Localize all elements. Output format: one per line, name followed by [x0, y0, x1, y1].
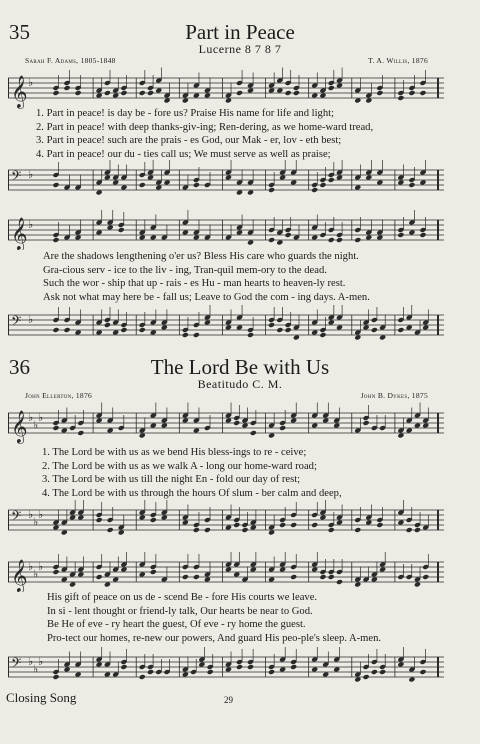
note-head	[112, 180, 119, 186]
lyric-line: Be He of eve - ry heart the guest, Of eve - ry home the guest.	[47, 619, 306, 631]
note-head	[419, 669, 426, 675]
note-head	[182, 574, 189, 580]
hymn-title: Part in Peace	[185, 20, 295, 44]
note-head	[52, 182, 59, 188]
note-head	[397, 520, 404, 526]
note-head	[354, 185, 361, 191]
music-credit: John B. Dykes, 1875	[360, 391, 428, 400]
hymn-title: The Lord Be with Us	[150, 355, 330, 379]
note-head	[147, 669, 154, 675]
note-head	[204, 577, 211, 583]
note-head	[147, 90, 154, 96]
note-head	[150, 235, 157, 241]
note-head	[268, 669, 275, 675]
note-head	[414, 423, 421, 429]
note-head	[408, 230, 415, 236]
note-head	[293, 335, 300, 341]
note-head	[118, 227, 125, 233]
flat-icon: ♭	[28, 169, 34, 181]
note-head	[247, 332, 254, 338]
note-head	[336, 237, 343, 243]
note-head	[193, 182, 200, 188]
note-head	[104, 582, 111, 588]
note-head	[161, 515, 168, 521]
note-head	[236, 325, 243, 331]
note-head	[96, 93, 103, 99]
note-head	[363, 674, 370, 680]
flat-icon: ♭	[28, 561, 34, 573]
flat-icon: ♭	[28, 412, 34, 424]
note-head	[311, 330, 318, 336]
note-head	[279, 175, 286, 181]
note-head	[104, 322, 111, 328]
note-head	[279, 522, 286, 528]
note-head	[204, 320, 211, 326]
note-head	[77, 430, 84, 436]
note-head	[276, 327, 283, 333]
note-head	[120, 327, 127, 333]
music-credit: T. A. Willis, 1876	[368, 56, 428, 65]
note-head	[112, 93, 119, 99]
note-head	[182, 672, 189, 678]
note-head	[61, 530, 68, 536]
note-head	[96, 330, 103, 336]
treble-staff	[8, 210, 444, 250]
note-head	[193, 93, 200, 99]
note-head	[182, 98, 189, 104]
treble-clef-icon: 𝄞	[11, 217, 28, 250]
note-head	[107, 428, 114, 434]
note-head	[233, 572, 240, 578]
note-head	[63, 85, 70, 91]
note-head	[155, 185, 162, 191]
note-head	[104, 672, 111, 678]
note-head	[276, 88, 283, 94]
note-head	[322, 418, 329, 424]
note-head	[225, 98, 232, 104]
flat-icon: ♭	[38, 412, 44, 424]
note-head	[268, 322, 275, 328]
note-head	[96, 662, 103, 668]
note-head	[236, 230, 243, 236]
note-head	[376, 235, 383, 241]
note-head	[161, 423, 168, 429]
treble-clef-icon: 𝄞	[11, 410, 28, 443]
flat-icon: ♭	[28, 219, 34, 231]
note-head	[69, 582, 76, 588]
note-head	[371, 669, 378, 675]
note-head	[96, 517, 103, 523]
note-head	[52, 327, 59, 333]
note-head	[204, 527, 211, 533]
note-head	[363, 420, 370, 426]
note-head	[104, 175, 111, 181]
note-head	[225, 418, 232, 424]
note-head	[164, 180, 171, 186]
note-head	[250, 430, 257, 436]
note-head	[336, 175, 343, 181]
verse-lyrics	[47, 591, 381, 646]
note-head	[336, 325, 343, 331]
note-head	[354, 527, 361, 533]
note-head	[75, 330, 82, 336]
note-head	[276, 240, 283, 246]
note-head	[279, 425, 286, 431]
note-head	[268, 433, 275, 439]
note-head	[77, 572, 84, 578]
note-head	[379, 335, 386, 341]
note-head	[52, 569, 59, 575]
note-head	[328, 237, 335, 243]
note-head	[52, 425, 59, 431]
note-head	[268, 530, 275, 536]
note-head	[193, 332, 200, 338]
note-head	[290, 418, 297, 424]
note-head	[422, 325, 429, 331]
hymn-number: 35	[9, 20, 30, 44]
note-head	[120, 185, 127, 191]
lyric-line: 1. Part in peace! is day be - fore us? Praise His name for life and light;	[36, 108, 335, 119]
note-head	[52, 674, 59, 680]
note-head	[408, 90, 415, 96]
note-head	[233, 522, 240, 528]
verse-lyrics	[42, 446, 342, 501]
note-head	[365, 235, 372, 241]
flat-icon: ♭	[28, 314, 34, 326]
note-head	[118, 530, 125, 536]
note-head	[333, 423, 340, 429]
note-head	[268, 577, 275, 583]
note-head	[225, 525, 232, 531]
note-head	[193, 235, 200, 241]
note-head	[96, 190, 103, 196]
note-head	[139, 433, 146, 439]
note-head	[182, 520, 189, 526]
note-head	[193, 527, 200, 533]
note-head	[328, 527, 335, 533]
note-head	[96, 230, 103, 236]
note-head	[311, 423, 318, 429]
note-head	[139, 235, 146, 241]
note-head	[319, 515, 326, 521]
note-head	[365, 175, 372, 181]
note-head	[336, 520, 343, 526]
note-head	[371, 327, 378, 333]
tune-name: Beatitudo C. M.	[197, 377, 283, 391]
lyric-line: His gift of peace on us de - scend Be - fore His courts we leave.	[47, 592, 318, 603]
note-head	[112, 577, 119, 583]
note-head	[319, 93, 326, 99]
note-head	[120, 90, 127, 96]
treble-staff	[8, 66, 444, 110]
note-head	[311, 93, 318, 99]
note-head	[268, 237, 275, 243]
note-head	[120, 567, 127, 573]
lyric-line: 3. The Lord be with us till the night En - fold our day of rest;	[42, 474, 301, 486]
note-head	[419, 232, 426, 238]
note-head	[193, 574, 200, 580]
note-head	[61, 428, 68, 434]
note-head	[207, 669, 214, 675]
note-head	[112, 330, 119, 336]
lyric-line: In si - lent thought or friend-ly talk, Our hearts be near to God.	[47, 605, 313, 617]
note-head	[279, 567, 286, 573]
note-head	[328, 85, 335, 91]
note-head	[61, 577, 68, 583]
note-head	[182, 418, 189, 424]
note-head	[139, 515, 146, 521]
note-head	[354, 98, 361, 104]
note-head	[319, 332, 326, 338]
note-head	[319, 182, 326, 188]
lyric-line: Are the shadows lengthening o'er us? Bless His care who guards the night.	[43, 251, 359, 262]
note-head	[147, 175, 154, 181]
flat-icon: ♭	[28, 656, 34, 668]
note-head	[397, 327, 404, 333]
note-head	[285, 232, 292, 238]
lyric-line: Such the wor - ship that up - rais - es Hu - man hearts to heaven-ly rest.	[43, 278, 346, 290]
note-head	[96, 418, 103, 424]
treble-staff	[8, 401, 444, 445]
lyric-line: 2. The Lord be with us as we walk A - long our home-ward road;	[42, 460, 317, 472]
bass-clef-icon: 𝄢	[11, 655, 22, 674]
note-head	[193, 428, 200, 434]
note-head	[247, 88, 254, 94]
flat-icon: ♭	[33, 419, 39, 432]
note-head	[150, 423, 157, 429]
lyric-line: Pro-tect our homes, re-new our powers, And guard His peo-ple's sleep. A-men.	[47, 633, 382, 645]
note-head	[397, 95, 404, 101]
note-head	[422, 423, 429, 429]
note-head	[77, 515, 84, 521]
flat-icon: ♭	[38, 561, 44, 573]
note-head	[311, 567, 318, 573]
page-number: 29	[224, 695, 233, 705]
note-head	[63, 327, 70, 333]
lyric-line: 3. Part in peace! such are the prais - es God, our Mak - er, lov - eth best;	[36, 135, 342, 147]
note-head	[290, 664, 297, 670]
note-head	[225, 175, 232, 181]
lyric-line: 2. Part in peace! with deep thanks-giv-ing; Ren-dering, as we home-ward tread,	[36, 121, 374, 133]
flat-icon: ♭	[38, 656, 44, 668]
note-head	[379, 567, 386, 573]
note-head	[52, 237, 59, 243]
note-head	[397, 433, 404, 439]
lyric-line: Gra-cious serv - ice to the liv - ing, Tran-quil mem-ory to the dead.	[43, 264, 327, 276]
note-head	[182, 230, 189, 236]
note-head	[328, 574, 335, 580]
note-head	[75, 90, 82, 96]
note-head	[75, 235, 82, 241]
note-head	[198, 662, 205, 668]
note-head	[414, 527, 421, 533]
note-head	[225, 567, 232, 573]
section-label: Closing Song	[6, 690, 77, 705]
note-head	[290, 574, 297, 580]
hymn-number: 36	[9, 355, 30, 379]
note-head	[161, 325, 168, 331]
note-head	[408, 182, 415, 188]
note-head	[419, 90, 426, 96]
note-head	[354, 237, 361, 243]
lyric-line: 1. The Lord be with us as we bend His bless-ings to re - ceive;	[42, 447, 307, 458]
note-head	[322, 672, 329, 678]
note-head	[150, 330, 157, 336]
bass-clef-icon: 𝄢	[11, 508, 22, 527]
note-head	[250, 525, 257, 531]
note-head	[236, 90, 243, 96]
verse-lyrics	[43, 250, 370, 305]
note-head	[279, 667, 286, 673]
note-head	[182, 332, 189, 338]
note-head	[328, 320, 335, 326]
note-head	[107, 225, 114, 231]
note-head	[354, 582, 361, 588]
note-head	[225, 325, 232, 331]
note-head	[379, 669, 386, 675]
note-head	[139, 182, 146, 188]
flat-icon: ♭	[28, 77, 34, 89]
note-head	[336, 579, 343, 585]
note-head	[247, 190, 254, 196]
lyric-line: Ask not what may here be - fall us; Leave to God the com - ing days. A-men.	[43, 292, 370, 304]
note-head	[376, 180, 383, 186]
note-head	[150, 517, 157, 523]
bass-staff	[8, 500, 444, 540]
note-head	[104, 90, 111, 96]
note-head	[107, 527, 114, 533]
note-head	[406, 527, 413, 533]
note-head	[365, 98, 372, 104]
note-head	[236, 190, 243, 196]
note-head	[63, 667, 70, 673]
note-head	[397, 232, 404, 238]
treble-clef-icon: 𝄞	[11, 75, 28, 108]
lyric-line: 4. The Lord be with us through the hours Of slum - ber calm and deep,	[42, 488, 342, 500]
note-head	[311, 522, 318, 528]
note-head	[311, 667, 318, 673]
bass-clef-icon: 𝄢	[11, 313, 22, 332]
treble-clef-icon: 𝄞	[11, 559, 28, 592]
note-head	[225, 667, 232, 673]
note-head	[241, 527, 248, 533]
note-head	[422, 574, 429, 580]
note-head	[139, 90, 146, 96]
bass-staff	[8, 647, 444, 687]
bass-clef-icon: 𝄢	[11, 168, 22, 187]
flat-icon: ♭	[38, 509, 44, 521]
note-head	[414, 582, 421, 588]
note-head	[75, 672, 82, 678]
note-head	[241, 423, 248, 429]
words-credit: John Ellerton, 1876	[25, 391, 93, 400]
verse-lyrics	[36, 107, 373, 162]
bass-staff	[8, 305, 444, 345]
note-head	[52, 525, 59, 531]
note-head	[293, 90, 300, 96]
words-credit: Sarah F. Adams, 1805-1848	[25, 56, 116, 65]
note-head	[397, 180, 404, 186]
note-head	[311, 235, 318, 241]
flat-icon: ♭	[33, 516, 39, 529]
note-head	[204, 93, 211, 99]
note-head	[311, 187, 318, 193]
note-head	[236, 664, 243, 670]
note-head	[354, 335, 361, 341]
note-head	[285, 327, 292, 333]
note-head	[336, 83, 343, 89]
note-head	[268, 187, 275, 193]
note-head	[376, 522, 383, 528]
note-head	[96, 574, 103, 580]
note-head	[406, 428, 413, 434]
note-head	[120, 664, 127, 670]
note-head	[247, 664, 254, 670]
note-head	[406, 325, 413, 331]
note-head	[155, 88, 162, 94]
note-head	[139, 674, 146, 680]
tune-name: Lucerne 8 7 8 7	[198, 42, 282, 56]
note-head	[319, 574, 326, 580]
note-head	[397, 662, 404, 668]
note-head	[354, 677, 361, 683]
lyric-line: 4. Part in peace! our du - ties call us; We must serve as well as praise;	[36, 149, 331, 161]
note-head	[285, 90, 292, 96]
note-head	[365, 520, 372, 526]
note-head	[69, 515, 76, 521]
note-head	[250, 567, 257, 573]
treble-staff	[8, 552, 444, 592]
note-head	[419, 180, 426, 186]
note-head	[233, 420, 240, 426]
note-head	[333, 667, 340, 673]
note-head	[139, 327, 146, 333]
note-head	[139, 572, 146, 578]
note-head	[376, 90, 383, 96]
note-head	[164, 98, 171, 104]
flat-icon: ♭	[28, 509, 34, 521]
note-head	[290, 180, 297, 186]
note-head	[408, 677, 415, 683]
flat-icon: ♭	[33, 568, 39, 581]
note-head	[371, 577, 378, 583]
note-head	[328, 177, 335, 183]
note-head	[247, 240, 254, 246]
note-head	[52, 90, 59, 96]
note-head	[290, 522, 297, 528]
bass-staff	[8, 160, 444, 200]
flat-icon: ♭	[33, 663, 39, 676]
note-head	[268, 88, 275, 94]
note-head	[150, 569, 157, 575]
note-head	[363, 325, 370, 331]
